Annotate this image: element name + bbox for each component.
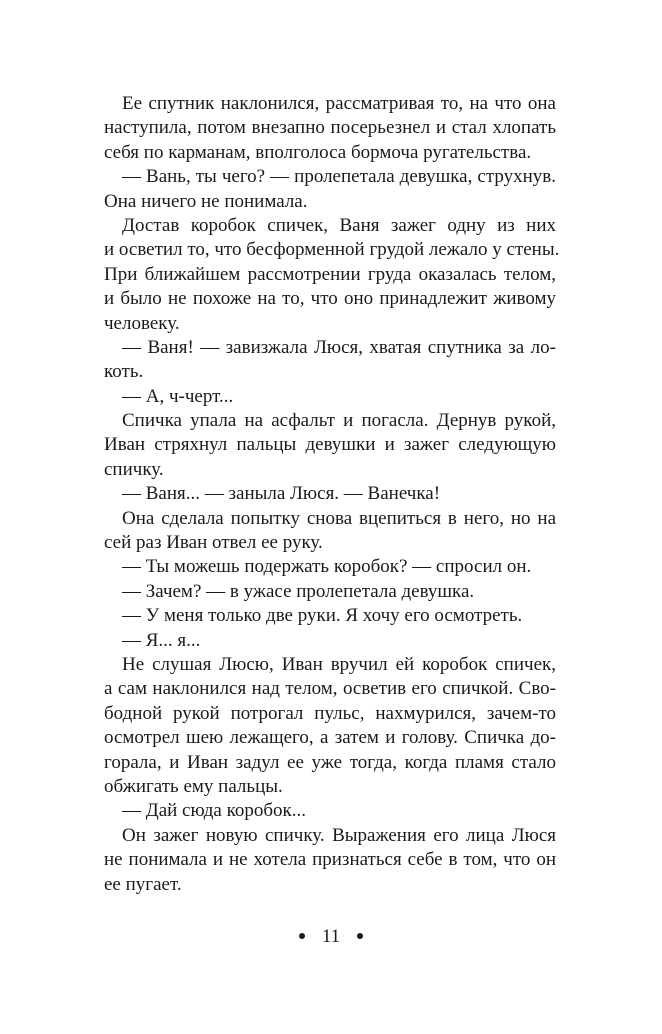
- text-line: не понимала и не хотела признаться себе в том, что он: [104, 849, 556, 871]
- text-line: сей раз Иван отвел ее руку.: [104, 532, 323, 554]
- paragraph: [104, 409, 556, 482]
- text-line: обжигать ему пальцы.: [104, 775, 283, 797]
- paragraph: [104, 799, 556, 823]
- text-line: — Дай сюда коробок...: [122, 800, 306, 822]
- text-line: Достав коробок спичек, Ваня зажег одну из них: [122, 214, 556, 236]
- text-line: — Ты можешь подержать коробок? — спросил он.: [122, 556, 532, 578]
- text-line: Иван стряхнул пальцы девушки и зажег следующую: [104, 434, 556, 456]
- text-line: Она ничего не понимала.: [104, 190, 308, 212]
- bullet-left-icon: [299, 933, 305, 939]
- paragraph: [104, 507, 556, 556]
- text-line: осмотрел шею лежащего, а затем и голову. Спичка до-: [104, 727, 556, 749]
- text-line: человеку.: [104, 312, 180, 334]
- text-line: коть.: [104, 361, 144, 383]
- paragraph: [104, 482, 556, 506]
- text-line: и осветил то, что бесформенной грудой лежало у стены.: [104, 239, 560, 261]
- text-line: — Ваня... — заныла Люся. — Ванечка!: [122, 483, 441, 505]
- text-line: Она сделала попытку снова вцепиться в него, но на: [122, 507, 556, 529]
- text-column: [104, 92, 560, 897]
- text-line: бодной рукой потрогал пульс, нахмурился, зачем-то: [104, 702, 556, 724]
- text-line: себя по карманам, вполголоса бормоча ругательства.: [104, 141, 532, 163]
- paragraph: [104, 604, 556, 628]
- page-number: [0, 925, 662, 949]
- text-line: Ее спутник наклонился, рассматривая то, на что она: [122, 93, 556, 114]
- text-line: Он зажег новую спичку. Выражения его лица Люся: [122, 824, 556, 846]
- text-line: а сам наклонился над телом, осветив его спичкой. Сво-: [104, 678, 556, 700]
- text-line: — Я... я...: [122, 629, 201, 651]
- text-line: Спичка упала на асфальт и погасла. Дернув рукой,: [122, 410, 556, 432]
- text-line: — А, ч-черт...: [122, 385, 234, 407]
- paragraph: [104, 165, 556, 214]
- paragraph: [104, 92, 556, 165]
- paragraph: [104, 629, 556, 653]
- text-line: и было не похоже на то, что оно принадлежит живому: [104, 288, 556, 310]
- paragraph: [104, 555, 556, 579]
- paragraph: [104, 385, 556, 409]
- paragraph: [104, 653, 556, 799]
- paragraph: [104, 580, 556, 604]
- paragraph: [104, 336, 556, 385]
- text-line: Не слушая Люсю, Иван вручил ей коробок спичек,: [122, 653, 556, 675]
- paragraph: [104, 824, 556, 897]
- text-line: спичку.: [104, 458, 164, 480]
- text-line: — Ваня! — завизжала Люся, хватая спутника за ло-: [122, 336, 556, 358]
- text-line: ее пугает.: [104, 873, 182, 895]
- text-line: — У меня только две руки. Я хочу его осмотреть.: [122, 605, 523, 627]
- page-number-text: 11: [321, 926, 341, 947]
- text-line: горала, и Иван задул ее уже тогда, когда пламя стало: [104, 751, 556, 773]
- paragraph: [104, 214, 560, 336]
- text-line: При ближайшем рассмотрении груда оказалась телом,: [104, 263, 556, 285]
- text-line: наступила, потом внезапно посерьезнел и стал хлопать: [104, 117, 556, 139]
- text-line: — Зачем? — в ужасе пролепетала девушка.: [122, 580, 475, 602]
- bullet-right-icon: [357, 933, 363, 939]
- text-line: — Вань, ты чего? — пролепетала девушка, струхнув.: [122, 166, 556, 188]
